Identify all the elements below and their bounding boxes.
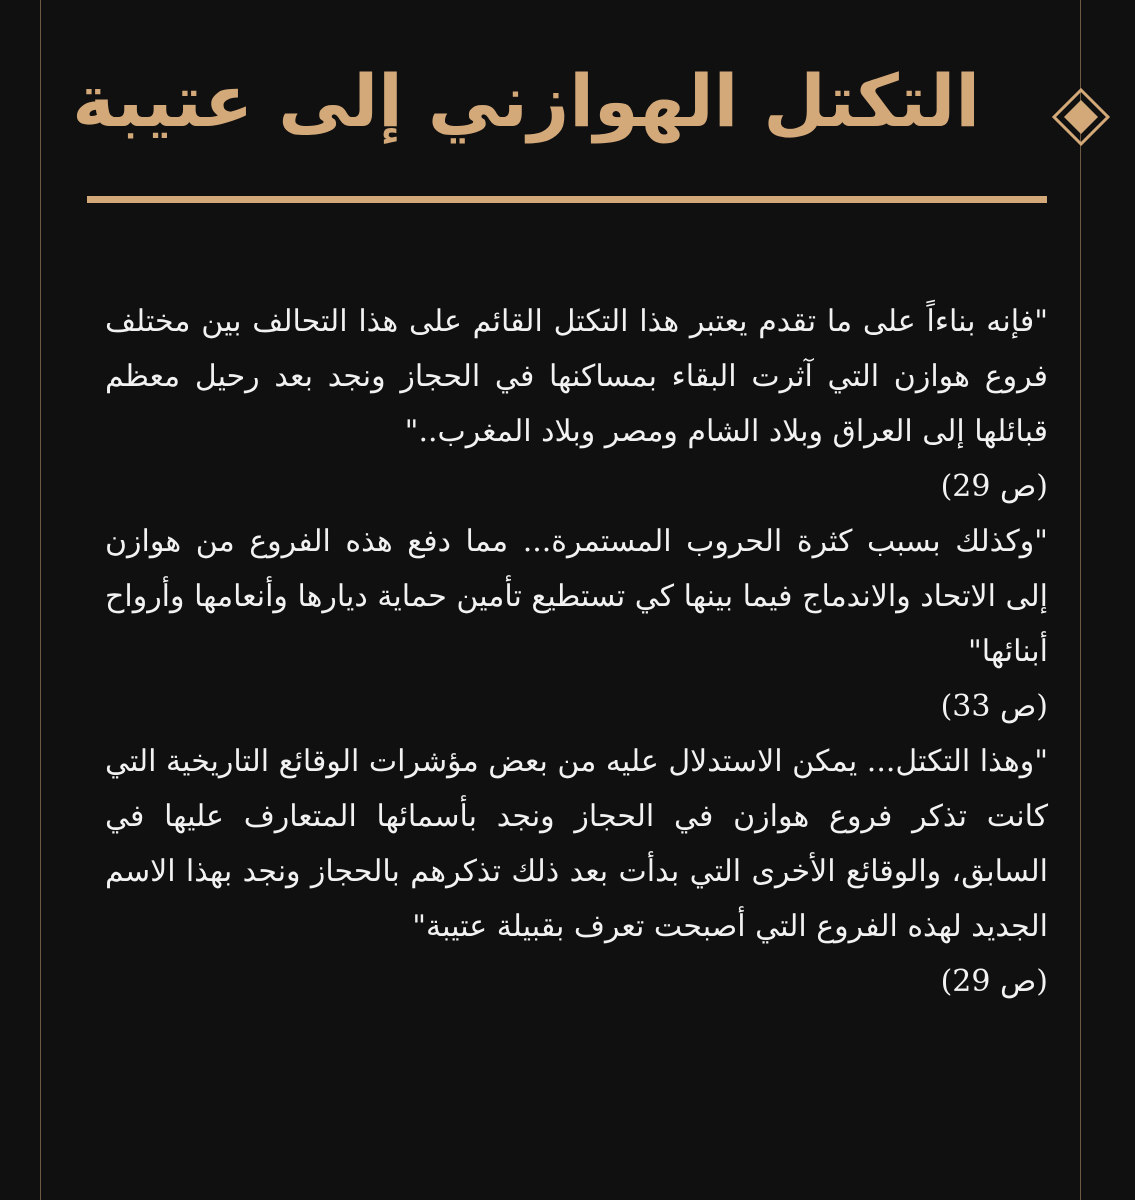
diamond-ornament-icon [1052,88,1110,146]
quotes-body [105,294,1048,1009]
quote-text-1: "فإنه بناءاً على ما تقدم يعتبر هذا التكتل القائم على هذا التحالف بين مختلف فروع هوازن التي آثرت البقاء بمساكنها في الحجاز ونجد بعد رحيل معظم قبائلها إلى العراق وبلاد الشام ومصر وبلاد المغرب.." [105,304,1048,449]
frame-border-right [1080,0,1081,1200]
quote-reference-1: (ص 29) [940,469,1048,504]
frame-border-left [40,0,41,1200]
quote-text-3: "وهذا التكتل... يمكن الاستدلال عليه من بعض مؤشرات الوقائع التاريخية التي كانت تذكر فروع هوازن في الحجاز ونجد بأسمائها المتعارف عليها في السابق، والوقائع الأخرى التي بدأت بعد ذلك تذكرهم بالحجاز ونجد بهذا الاسم الجديد لهذه الفروع التي أصبحت تعرف بقبيلة عتيبة" [104,744,1048,944]
quote-reference-3: (ص 29) [940,964,1048,999]
quote-text-2: "وكذلك بسبب كثرة الحروب المستمرة... مما دفع هذه الفروع من هوازن إلى الاتحاد والاندماج فيما بينها كي تستطيع تأمين حماية ديارها وأنعامها وأرواح أبنائها" [105,524,1048,669]
title-divider [87,196,1047,203]
quote-reference-2: (ص 33) [940,689,1048,724]
page-title: التكتل الهوازني إلى عتيبة [72,59,980,143]
